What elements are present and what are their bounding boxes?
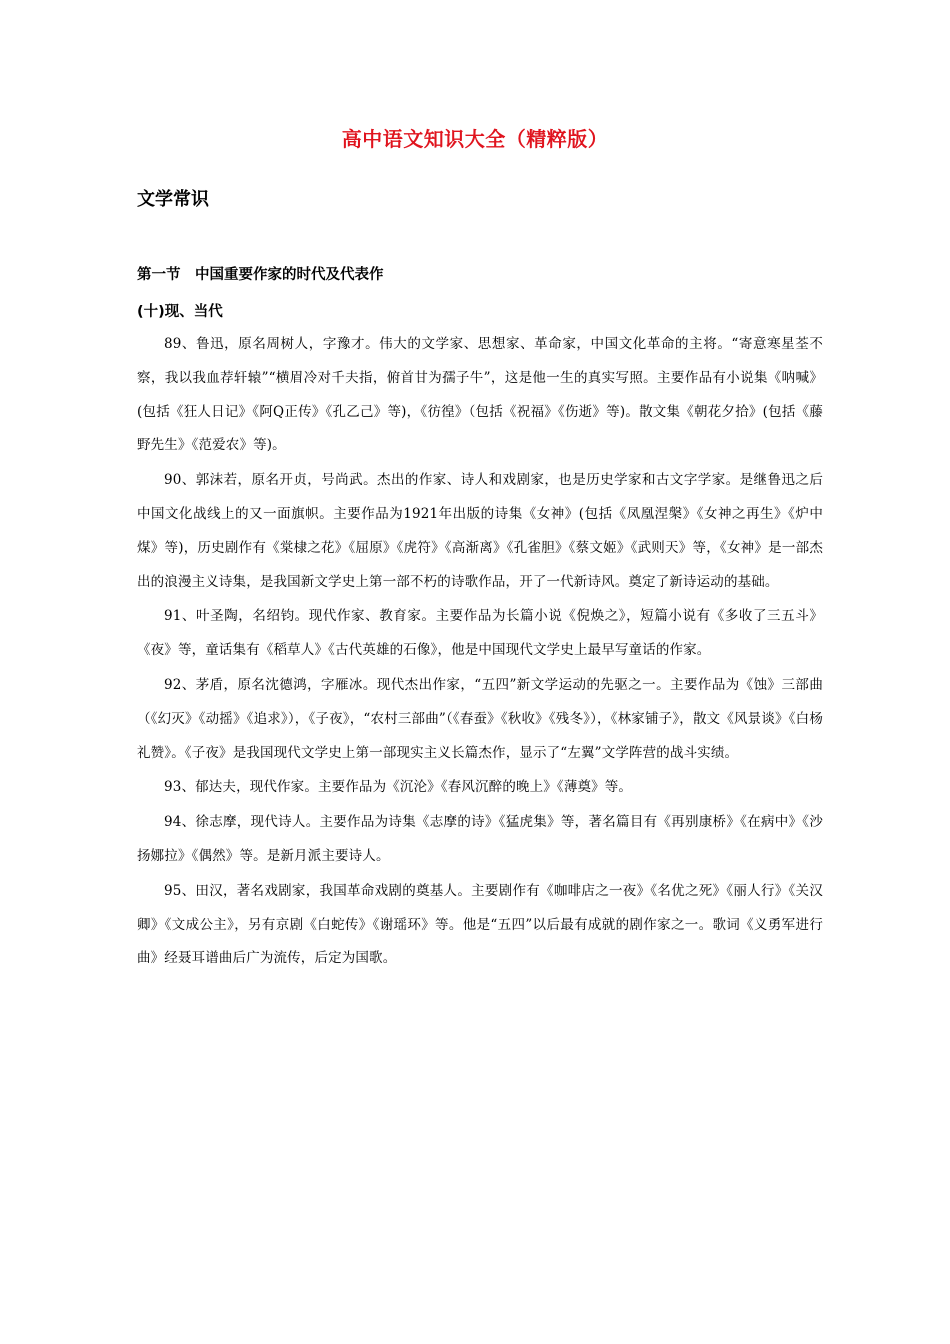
paragraph-90: 90、郭沫若，原名开贞，号尚武。杰出的作家、诗人和戏剧家，也是历史学家和古文字学家。是继鲁迅之后中国文化战线上的又一面旗帜。主要作品为1921年出版的诗集《女神》(包括《凤凰涅槃》《女神之再生》《炉中煤》等)，历史剧作有《棠棣之花》《屈原》《虎符》《高渐离》《孔雀胆》《蔡文姬》《武则天》等，《女神》是一部杰出的浪漫主义诗集，是我国新文学史上第一部不朽的诗歌作品，开了一代新诗风。奠定了新诗运动的基础。	[137, 472, 823, 590]
body-text	[137, 328, 823, 977]
paragraph-89: 89、鲁迅，原名周树人，字豫才。伟大的文学家、思想家、革命家，中国文化革命的主将。“寄意寒星荃不察，我以我血荐轩辕”“横眉冷对千夫指，俯首甘为孺子牛”，这是他一生的真实写照。主要作品有小说集《呐喊》(包括《狂人日记》《阿Q正传》《孔乙己》等)，《彷徨》（包括《祝福》《伤逝》等)。散文集《朝花夕拾》(包括《藤野先生》《范爱农》等)。	[137, 336, 823, 454]
chapter-heading: 第一节 中国重要作家的时代及代表作	[137, 267, 384, 283]
paragraph-95: 95、田汉，著名戏剧家，我国革命戏剧的奠基人。主要剧作有《咖啡店之一夜》《名优之死》《丽人行》《关汉卿》《文成公主》，另有京剧《白蛇传》《谢瑶环》等。他是“五四”以后最有成就的剧作家之一。歌词《义勇军进行曲》经聂耳谱曲后广为流传，后定为国歌。	[137, 882, 823, 967]
paragraph-91: 91、叶圣陶，名绍钧。现代作家、教育家。主要作品为长篇小说《倪焕之》，短篇小说有《多收了三五斗》《夜》等，童话集有《稻草人》《古代英雄的石像》，他是中国现代文学史上最早写童话的作家。	[137, 608, 823, 659]
paragraph-92: 92、茅盾，原名沈德鸿，字雁冰。现代杰出作家，“五四”新文学运动的先驱之一。主要作品为《蚀》三部曲（《幻灭》《动摇》《追求》），《子夜》，“农村三部曲”（《春蚕》《秋收》《残冬》），《林家铺子》，散文《风景谈》《白杨礼赞》。《子夜》是我国现代文学史上第一部现实主义长篇杰作，显示了“左翼”文学阵营的战斗实绩。	[137, 676, 823, 761]
document-title: 高中语文知识大全（精粹版）	[341, 127, 609, 151]
paragraph-94: 94、徐志摩，现代诗人。主要作品为诗集《志摩的诗》《猛虎集》等，著名篇目有《再别康桥》《在病中》《沙扬娜拉》《偶然》等。是新月派主要诗人。	[137, 814, 823, 864]
section-heading: 文学常识	[137, 189, 209, 210]
paragraph-93: 93、郁达夫，现代作家。主要作品为《沉沦》《春风沉醉的晚上》《薄奠》等。	[164, 779, 633, 796]
subsection-heading: (十)现、当代	[137, 304, 223, 320]
